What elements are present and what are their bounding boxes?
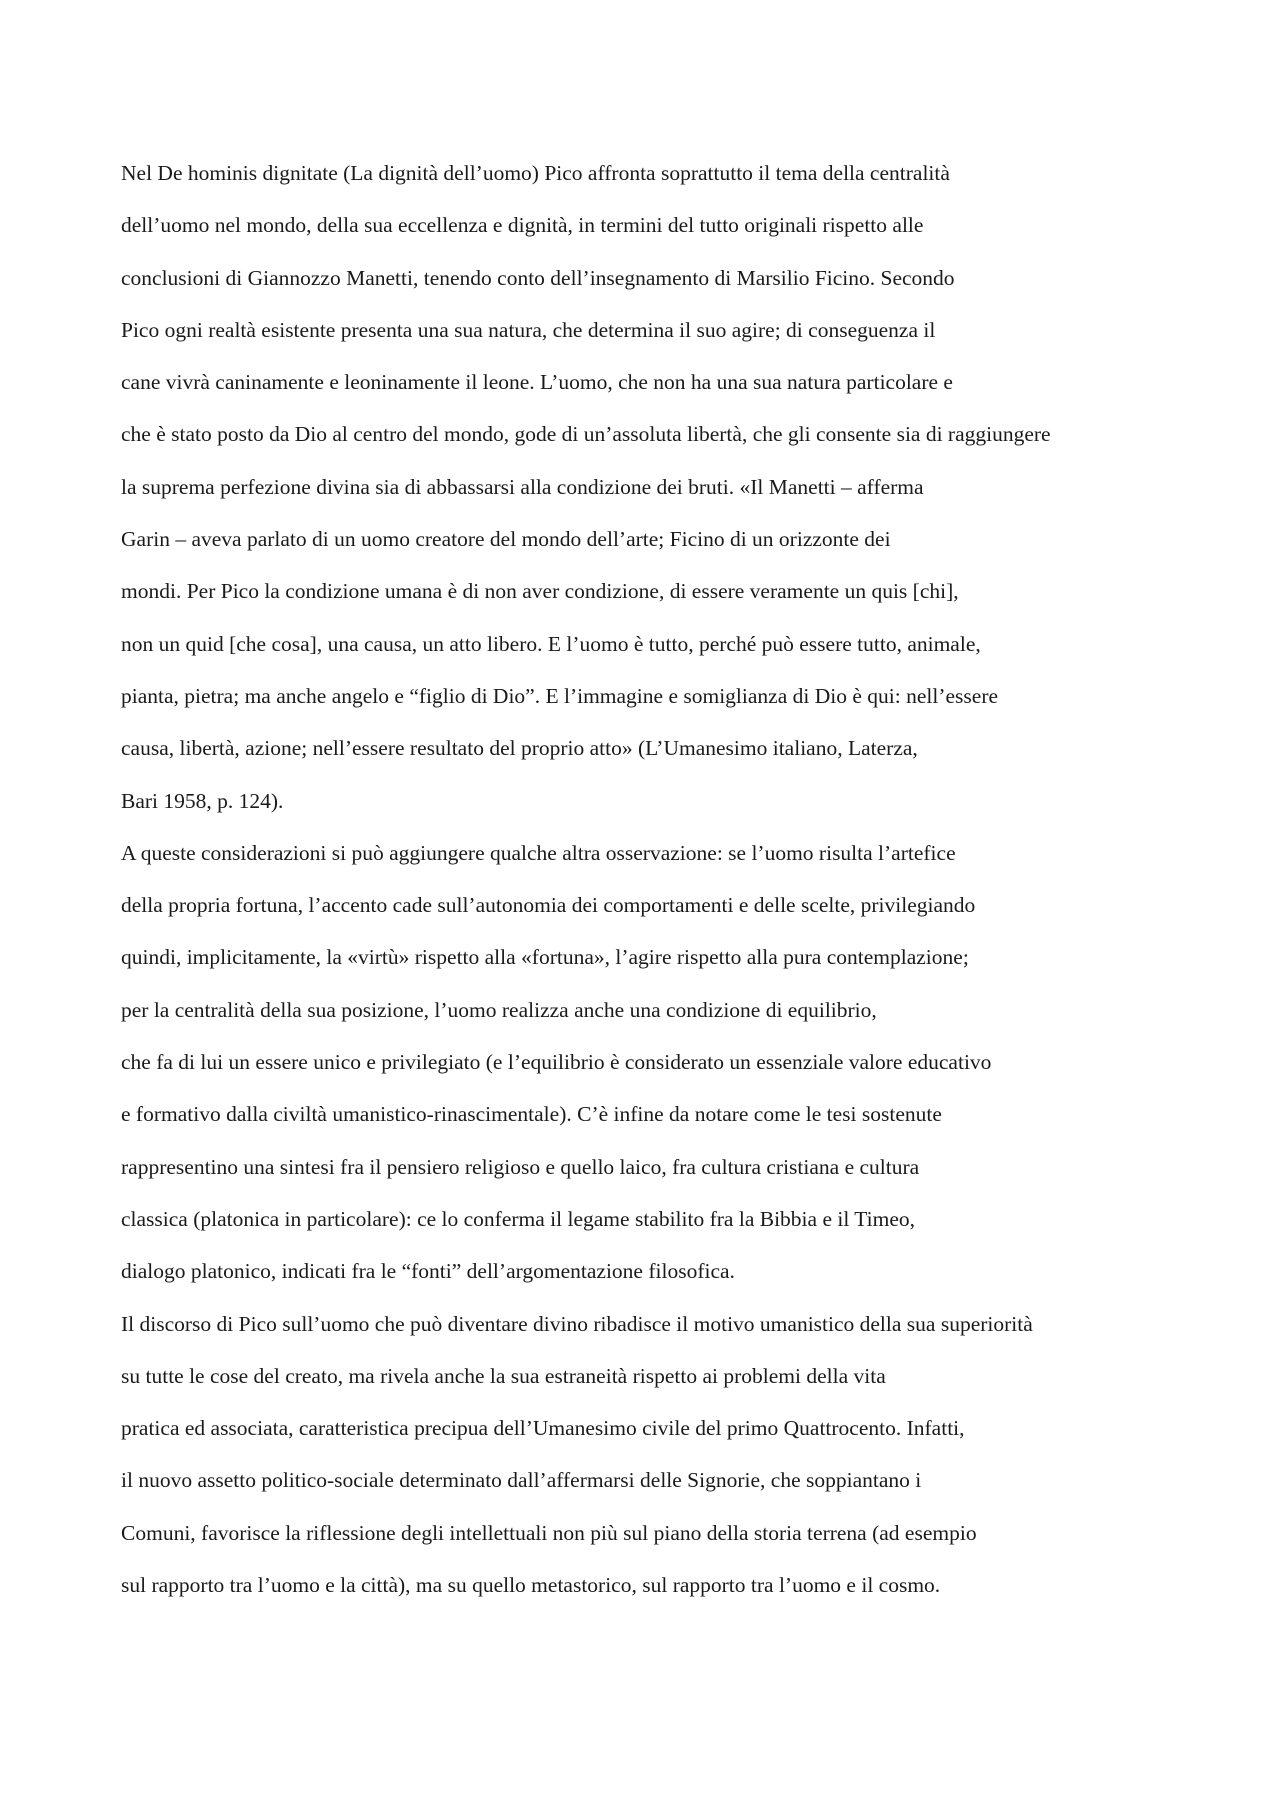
text-line-8: Garin – aveva parlato di un uomo creatore del mondo dell’arte; Ficino di un orizzonte dei [121,527,891,552]
text-line-7: la suprema perfezione divina sia di abbassarsi alla condizione dei bruti. «Il Manetti – afferma [121,474,924,499]
text-line-25: pratica ed associata, caratteristica precipua dell’Umanesimo civile del primo Quattrocento. Infatti, [121,1416,965,1441]
text-line-22: dialogo platonico, indicati fra le “fonti” dell’argomentazione filosofica. [121,1259,735,1284]
text-line-28: sul rapporto tra l’uomo e la città), ma su quello metastorico, sul rapporto tra l’uomo e il cosmo. [121,1573,941,1598]
text-line-21: classica (platonica in particolare): ce lo conferma il legame stabilito fra la Bibbia e il Timeo, [121,1206,916,1231]
text-line-20: rappresentino una sintesi fra il pensiero religioso e quello laico, fra cultura cristiana e cultura [121,1154,920,1179]
text-line-10: non un quid [che cosa], una causa, un atto libero. E l’uomo è tutto, perché può essere tutto, animale, [121,631,981,656]
text-line-23: Il discorso di Pico sull’uomo che può diventare divino ribadisce il motivo umanistico della sua superiorità [121,1311,1033,1336]
text-line-12: causa, libertà, azione; nell’essere resultato del proprio atto» (L’Umanesimo italiano, Laterza, [121,736,918,761]
text-line-1: Nel De hominis dignitate (La dignità dell’uomo) Pico affronta soprattutto il tema della centralità [121,161,950,185]
text-line-13: Bari 1958, p. 124). [121,788,284,813]
document-body [121,147,1181,1611]
text-line-15: della propria fortuna, l’accento cade sull’autonomia dei comportamenti e delle scelte, privilegiando [121,893,976,918]
text-line-18: che fa di lui un essere unico e privilegiato (e l’equilibrio è considerato un essenziale valore educativo [121,1050,992,1075]
text-line-2: dell’uomo nel mondo, della sua eccellenza e dignità, in termini del tutto originali rispetto alle [121,213,924,238]
text-line-14: A queste considerazioni si può aggiungere qualche altra osservazione: se l’uomo risulta l’artefice [121,840,956,865]
text-line-5: cane vivrà caninamente e leoninamente il leone. L’uomo, che non ha una sua natura particolare e [121,370,953,395]
text-line-3: conclusioni di Giannozzo Manetti, tenendo conto dell’insegnamento di Marsilio Ficino. Secondo [121,265,955,290]
text-line-19: e formativo dalla civiltà umanistico-rinascimentale). C’è infine da notare come le tesi sostenute [121,1102,942,1127]
text-line-26: il nuovo assetto politico-sociale determinato dall’affermarsi delle Signorie, che soppiantano i [121,1468,922,1493]
text-line-17: per la centralità della sua posizione, l’uomo realizza anche una condizione di equilibrio, [121,997,877,1022]
text-line-9: mondi. Per Pico la condizione umana è di non aver condizione, di essere veramente un quis [chi], [121,579,959,604]
text-line-24: su tutte le cose del creato, ma rivela anche la sua estraneità rispetto ai problemi della vita [121,1363,886,1388]
text-line-11: pianta, pietra; ma anche angelo e “figlio di Dio”. E l’immagine e somiglianza di Dio è qui: nell’essere [121,683,999,708]
text-line-27: Comuni, favorisce la riflessione degli intellettuali non più sul piano della storia terrena (ad esempio [121,1520,977,1545]
text-line-4: Pico ogni realtà esistente presenta una sua natura, che determina il suo agire; di conseguenza il [121,317,936,342]
text-line-6: che è stato posto da Dio al centro del mondo, gode di un’assoluta libertà, che gli consente sia di raggiungere [121,422,1051,447]
text-line-16: quindi, implicitamente, la «virtù» rispetto alla «fortuna», l’agire rispetto alla pura contemplazione; [121,945,969,970]
